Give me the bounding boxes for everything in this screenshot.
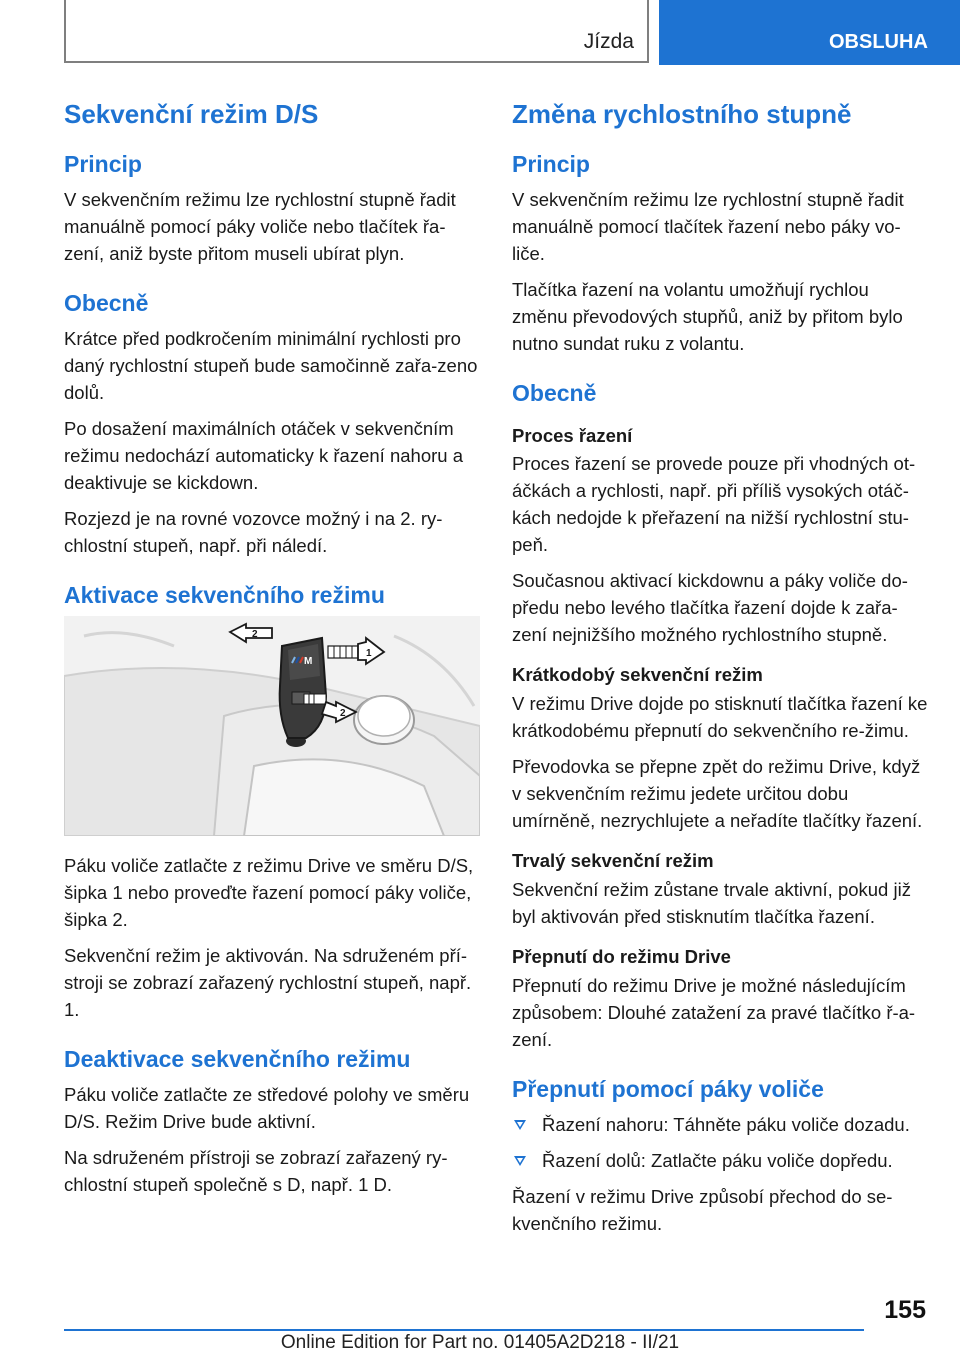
footer-divider [64,1329,864,1331]
bullet-text: Řazení nahoru: Táhněte páku voliče dozadu. [542,1114,910,1136]
svg-text:2: 2 [252,629,258,641]
left-princip-text: V sekvenčním režimu lze rychlostní stupně řadit manuálně pomocí páky voliče nebo tlačítek řa-zení, aniž byste přitom museli ubírat plyn. [64,188,456,264]
footer-edition-text: Online Edition for Part no. 01405A2D218 - II/21 [280,1332,680,1353]
header-chapter-tab[interactable]: OBSLUHA [659,0,960,65]
gear-selector-svg [64,616,480,836]
left-obecne-p3: Rozjezd je na rovné vozovce možný i na 2. ry-chlostní stupeň, např. při náledí. [64,507,443,556]
right-column [512,98,928,1246]
right-princip-p2: Tlačítka řazení na volantu umožňují rychlou změnu převodových stupňů, aniž by přitom bylo nutno sundat ruku z volantu. [512,278,903,354]
header-section-title: Jízda [583,30,634,53]
list-item [512,1111,928,1138]
left-deaktivace-heading: Deaktivace sekvenčního režimu [64,1046,411,1073]
left-title: Sekvenční režim D/S [64,99,319,129]
left-obecne-p2: Po dosažení maximálních otáček v sekvenčním režimu nedochází automaticky k řazení nahoru a deaktivuje se kickdown. [64,417,463,493]
triangle-bullet-icon [514,1156,526,1166]
right-final-p: Řazení v režimu Drive způsobí přechod do se-kvenčního režimu. [512,1186,893,1235]
m-logo-text: M [304,656,313,668]
kratkodoby-heading: Krátkodobý sekvenční režim [512,664,763,686]
list-item [512,1147,928,1174]
triangle-bullet-icon [514,1120,526,1130]
shift-bullet-list [512,1111,928,1174]
right-title: Změna rychlostního stupně [512,99,852,129]
left-aktivace-p2: Sekvenční režim je aktivován. Na sdruženém pří-stroji se zobrazí zařazený rychlostní stupeň, např. 1. [64,945,472,1021]
left-column [64,98,480,1207]
right-princip-heading: Princip [512,150,590,177]
svg-text:1: 1 [366,648,372,660]
right-obecne-heading: Obecně [512,379,597,406]
gear-selector-illustration [64,616,480,836]
left-obecne-p1: Krátce před podkročením minimální rychlosti pro daný rychlostní stupeň bude samočinně zařa-zeno dolů. [64,327,478,403]
right-princip-p1: V sekvenčním režimu lze rychlostní stupně řadit manuálně pomocí tlačítek řazení nebo páky vo-liče. [512,188,904,264]
left-aktivace-heading: Aktivace sekvenčního režimu [64,581,385,608]
left-deaktivace-p1: Páku voliče zatlačte ze středové polohy ve směru D/S. Režim Drive bude aktivní. [64,1084,470,1133]
trvaly-p1: Sekvenční režim zůstane trvale aktivní, pokud již byl aktivován před stisknutím tlačítka řazení. [512,879,911,928]
prepnuti-paky-heading: Přepnutí pomocí páky voliče [512,1076,824,1103]
kratkodoby-p1: V režimu Drive dojde po stisknutí tlačítka řazení ke krátkodobému přepnutí do sekvenčního re-žimu. [512,693,928,742]
svg-text:2: 2 [340,708,346,720]
prepnuti-drive-p1: Přepnutí do režimu Drive je možné následujícím způsobem: Dlouhé zatažení za pravé tlačítko ř-a-zení. [512,975,916,1051]
left-obecne-heading: Obecně [64,289,149,316]
bullet-text: Řazení dolů: Zatlačte páku voliče dopředu. [542,1150,893,1172]
proces-p2: Současnou aktivací kickdownu a páky voliče do-předu nebo levého tlačítka řazení dojde k zařa-zení nejnižšího možného rychlostního stupně. [512,570,908,646]
left-princip-heading: Princip [64,150,142,177]
proces-heading: Proces řazení [512,424,633,446]
page-number: 155 [884,1296,926,1324]
kratkodoby-p2: Převodovka se přepne zpět do režimu Drive, když v sekvenčním režimu jedete určitou dobu umírněně, nezrychlujete a neřadíte tlačítky řazení. [512,756,923,832]
prepnuti-drive-heading: Přepnutí do režimu Drive [512,946,731,968]
left-aktivace-p1: Páku voliče zatlačte z režimu Drive ve směru D/S, šipka 1 nebo proveďte řazení pomocí páky voliče, šipka 2. [64,855,474,931]
trvaly-heading: Trvalý sekvenční režim [512,850,714,872]
left-deaktivace-p2: Na sdruženém přístroji se zobrazí zařazený ry-chlostní stupeň společně s D, např. 1 D. [64,1147,448,1196]
header-frame [64,0,649,63]
proces-p1: Proces řazení se provede pouze při vhodných ot-áčkách a rychlosti, např. při příliš vysokých otáč-kách nedojde k přeřazení na nižší rychlostní stu-peň. [512,453,916,556]
